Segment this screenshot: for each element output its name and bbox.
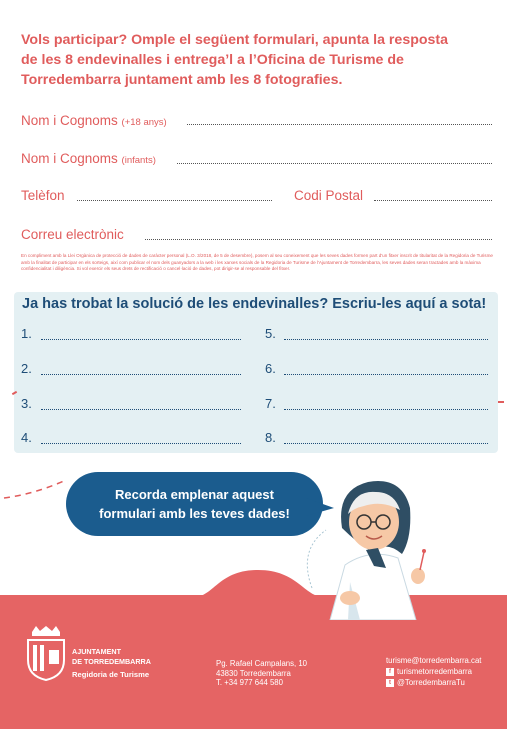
answer-number: 8. [265,430,276,445]
name-kids-label: Nom i Cognoms (infants) [21,151,156,166]
answer-field-8[interactable] [284,443,488,444]
answer-number: 7. [265,396,276,411]
name-adult-field[interactable] [187,124,492,125]
name-kids-field[interactable] [177,163,492,164]
organization-name: AJUNTAMENT DE TORREDEMBARRA Regidoria de Turisme [72,647,151,679]
name-kids-note: (infants) [121,155,156,166]
answers-panel [14,292,498,453]
contact-info [386,655,481,688]
phone-label: Telèfon [21,188,65,203]
intro-line-3: Torredembarra juntament amb les 8 fotografies. [21,72,343,88]
answer-field-5[interactable] [284,339,488,340]
name-adult-note: (+18 anys) [121,117,167,128]
bubble-line-1: Recorda emplenar aquest [115,487,274,502]
intro-line-2: de les 8 endevinalles i entrega’l a l’Oficina de Turisme de [21,52,404,68]
answers-title: Ja has trobat la solució de les endevinalles? Escriu-les aquí a sota! [22,296,487,312]
email-label: Correu electrònic [21,227,124,242]
decorative-dash [498,401,504,403]
intro-text [21,30,491,90]
phone-number: T. +34 977 644 580 [216,678,283,687]
name-adult-label: Nom i Cognoms (+18 anys) [21,113,167,128]
contact-twitter[interactable]: t @TorredembarraTu [386,677,481,688]
answer-field-7[interactable] [284,409,488,410]
answer-field-2[interactable] [41,374,241,375]
postal-code-label: Codi Postal [294,188,364,203]
answer-number: 1. [21,326,32,341]
answer-field-1[interactable] [41,339,241,340]
reminder-speech-bubble [66,472,323,536]
grandma-illustration [290,470,490,620]
intro-line-1: Vols participar? Omple el següent formulari, apunta la resposta [21,32,449,48]
answer-field-4[interactable] [41,443,241,444]
phone-field[interactable] [77,200,272,201]
facebook-icon: f [386,668,394,676]
answer-number: 4. [21,430,32,445]
legal-notice: En compliment amb la Llei Orgànica de protecció de dades de caràcter personal (L.O. 3/2018, de 5 de desembre), posem al seu coneixement que les seves dades formen part d'un fitxer inscrit de titularitat de la Regidoria de Turisme amb la finalitat de participar en els sorteigs, així com publicar el nom dels guanyadors a la web i les xarxes socials de la Regidoria de Turisme de l'Ajuntament de Torredembarra, les seves dades seran tractades amb la màxima confidencialitat i diligència. Si vol exercir els seus drets de rectificació o cancel·lació de dades, pot dirigir-se al responsable del fitxer. [21,253,493,272]
town-coat-of-arms-icon [24,626,68,682]
postal-address: Pg. Rafael Campalans, 10 43830 Torredembarra T. +34 977 644 580 [216,659,308,687]
contact-email[interactable]: turisme@torredembarra.cat [386,656,482,665]
answer-number: 5. [265,326,276,341]
answer-field-6[interactable] [284,374,488,375]
answer-number: 3. [21,396,32,411]
answer-field-3[interactable] [41,409,241,410]
bubble-line-2: formulari amb les teves dades! [99,506,290,521]
email-field[interactable] [145,239,492,240]
answer-number: 6. [265,361,276,376]
twitter-icon: t [386,679,394,687]
postal-code-field[interactable] [374,200,492,201]
contact-facebook[interactable]: f turismetorredembarra [386,666,481,677]
answer-number: 2. [21,361,32,376]
